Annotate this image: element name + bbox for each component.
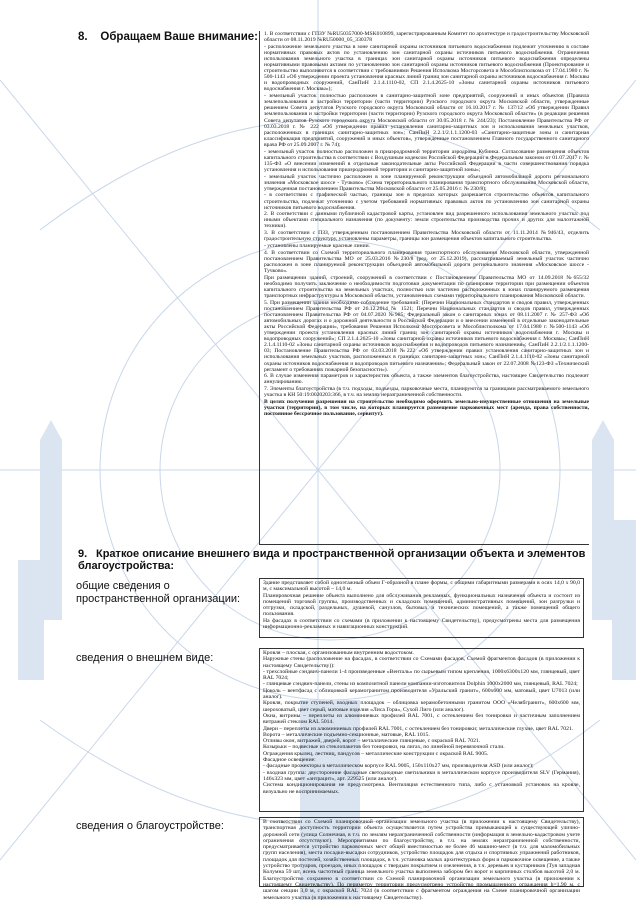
row-paragraph: Кровля, покрытие ступеней, входных площадок – облицовка керамобетонными гранитом ООО «Челябгранит», 600x600 мм, шероховатый, цвет серый, матовые изделия «Лиса Гора», Сухой Лиго (или аналог). — [263, 700, 580, 713]
note-paragraph: - земельный участок полностью расположен в санитарно-защитной зоне предприятий, сооружений и иных объектов (Правила землепользования и застройки территории (части территории) Рузского городского округа Московской области, утвержденные решением Совета депутатов Рузского городского округа Московской области от 16.10.2017 г. № 137/12 «Об утверждении Правил землепользования и застройки территории (части территории) Рузского городского округа Московской области» (в редакции решения Совета депутатов Рузского городского округа Московской области от 30.05.2018 г. № 244/23); Постановление Правительства РФ от 03.03.2018 г. № 222 «Об утверждении правил установления санитарно-защитных зон и использования земельных участков, расположенных в границах санитарно-защитных зон»; СанПиН 2.2.1/2.1.1.1200-03 «Санитарно-защитные зоны и санитарная классификация предприятий, сооружений и иных объектов», утвержденные постановлением Главного государственного санитарного врача РФ от 25.09.2007 г. № 74); — [264, 93, 589, 148]
section-9-number: 9. — [78, 548, 88, 560]
row-paragraph: Цоколь – вентфасад с облицовкой керамогранитом производителя «Уральский гранит», 600x600 мм, матовый, цвет U7013 (или аналог). — [263, 687, 580, 701]
note-paragraph: 6. В случае изменения параметров и характеристик объекта, а также элементов благоустройства, настоящее Свидетельство подлежит аннулированию. — [264, 373, 589, 386]
row-paragraph: Двери – переплеты из алюминиевых профилей RAL 7001, с остеклением без тонировки; металлические глухие, цвет RAL 7021. — [263, 725, 574, 732]
note-paragraph: 3. В соответствии с ПЗЗ, утвержденным постановлением Правительства Московской области от 11.11.2014 №946/43, отделить градостроительную структуру, установлены параметры, границы зон размещения объектов капитального строительства. — [264, 230, 589, 243]
note-paragraph: - расположение земельного участка в зоне санитарной охраны источников питьевого водоснабжения подлежит уточнению в составе нормативных правовых актов по установлению зон санитарной охраны источников питьевого водоснабжения. Ограничения использования земельного участка в границах зон санитарной охраны источников питьевого водоснабжения определены нормативными правовыми актами по установлению зон санитарной охраны источников питьевого водоснабжения (Проектирование и строительство выполняются в соответствии с требованиями Решения Исполкома Мосгорсовета и Мособлисполкома от 17.04.1980 г. № 500-1143 «Об утверждении проекта установления красных линий границ зон санитарной охраны источников водоснабжения г. Москвы и водопроводных сооружений, СанПиН 2.1.4.1110-02, СП 2.1.4.2625-10 «Зоны санитарной охраны источников питьевого водоснабжения г. Москвы»); — [264, 43, 589, 93]
row-box-landscaping — [259, 817, 584, 901]
section-9-title: Краткое описание внешнего вида и пространственной организации объекта и элементов благоустройства: — [78, 548, 586, 572]
row-paragraph: На фасадах в соответствии со схемами (в приложении к настоящему Свидетельству), предусмотрены места для размещения информационно-рекламных и навигационных конструкций. — [263, 617, 580, 631]
note-paragraph: - земельный участок полностью расположен в приаэродромной территории аэродрома Кубинка. Согласование размещения объектов капитального строительства в соответствии с Воздушным кодексом Российской Федерации и Федеральным законом от 01.07.2017 г. № 135-ФЗ «О внесении изменений в отдельные законодательные акты Российской Федерации в части совершенствования порядка установления и использования приаэродромной территории и санитарно-защитной зоны»; — [264, 148, 589, 173]
row-paragraph: Фасадное освещение: — [263, 757, 316, 764]
row-paragraph: Окна, витрины – переплеты из алюминиевых профилей RAL 7001, с остеклением без тонировки и частичным заполнением витражей стеклом RAL 5014. — [263, 712, 580, 726]
row-label-appearance: сведения о внешнем виде: — [76, 652, 214, 664]
note-paragraph: - земельный участок частично расположен в зоне планируемой реконструкции объездной автомобильной дороги регионального значения «Московское шоссе - Тучково» (Схема территориального планирования транспортного обслуживания Московской области, утвержденная постановлением Правительства Московской области от 25.05.2016 г. № 230/8); — [264, 173, 589, 192]
row-paragraph: - входная группа: двусторонние фасадные светодиодные светильники в металлическом корпусе производителя SLV (Германия), 146x323 мм, цвет «антрацит», арт. 229525 (или аналог). — [263, 769, 580, 782]
bold-note: В целях получения разрешения на строительство необходимо оформить земельно-имущественные отношения на земельные участки (территории), в том числе, на которых планируется размещение парковочных мест (аренда, права собственности, постоянное бессрочное пользование, сервитут). — [264, 398, 589, 418]
row-label-spatial: общие сведения о пространственной организации: — [76, 580, 241, 605]
row-paragraph: Ограждения крылец, лестниц, пандусов – металлические конструкции с окраской RAL 9005. — [263, 750, 489, 757]
row-paragraph: В соответствии со Схемой планировочной организации земельного участка (в приложении к настоящему Свидетельству), транспортная доступность территории объекта осуществляется путем устройства примыкающей к существующей улично-дорожной сети (улица Солнечная, в т.ч. по землям неразграниченной собственности (информация в земельно-кадастровом учете ограничения отсутствуют). Мероприятиями по благоустройству, в т.ч. на землях неразграниченной собственности, предусматривается устройство парковочных мест общей вместимостью не более 46 машино-мест (в т.ч. для маломобильных групп населения), места посадки-высадки сотрудников, устройство площадок для отдыха и спортивных упражнений работников, площадок для постелей, хозяйственных площадок, в т.ч. установка малых архитектурных форм и парковочное освещение, а также устройство тротуаров, проездов, иных площадок с твердым покрытием и озеленения, в т.ч. деревьев и кустарников (Туя западная Колумна 59 шт, ясень частотный граница земельного участка выполнена забором без ворот и кирпичных столбов высотой 2,0 м. Благоустройство сохранено в соответствии со Схемой планировочной организации земельного участка (в приложении к настоящему Свидетельству). По периметру территории предусмотрено устройство промышленного ограждения h=1,90 м, с шагом секции 3,0 м, с окраской RAL 7024 (в соответствии с фрагментом ограждения на Схеме планировочной организации земельного участка (в приложении к настоящему Свидетельству). — [263, 819, 580, 901]
note-paragraph: 1. В соответствии с ГПЗУ №RU50357000-MSK010899, зарегистрированным Комитет по архитектуре и градостроительству Московской области от 08.11.2019 №RU50000_05_330378 — [264, 31, 589, 44]
row-paragraph: - фасадные прожекторы в металлическом корпусе RAL 9005, 150x110x27 мм, производителя ASD (или аналог); — [263, 763, 534, 770]
row-paragraph: - глянцевые сэндвич-панели, стены из композитной панели компании-изготовителя Dolphin 1000x2000 мм, глянцевый, RAL 7024; — [263, 681, 578, 688]
row-paragraph: Планировочная решение объекта выполнено для обслуживания рекламных, функциональных назначения объекта и состоит из помещений торговой группы, производственных и складских помещений, административных помещений, зон разгрузки и отгрузки, складской, раздельных, душевой, санузлов, бытовых и технических помещений, а также помещений общего пользования. — [263, 592, 580, 618]
row-paragraph: Наружные стены (расположение на фасадах, в соответствии со Схемами фасадов, Схемой фрагментов фасадов (в приложении к настоящему Свидетельству)): — [263, 656, 580, 669]
section-8-notes — [259, 31, 589, 544]
section-8-title: Обращаем Ваше внимание: — [100, 31, 258, 43]
section-8-number: 8. — [78, 31, 88, 43]
section-9-heading — [78, 548, 588, 572]
row-paragraph: - трехслойные сэндвич-панели 1-4 произведенные «Венталь» по сырьевым типом крепления, 1000x6300x120 мм, глянцевый, цвет RAL 7024; — [263, 668, 580, 682]
row-paragraph: Здание представляет собой одноэтажный объем Г-образной в плане формы, с общими габаритными размерами в осях 14,0 x 90,0 м, с максимальной высотой – 14,0 м. — [263, 580, 580, 593]
row-paragraph: Кровля – плоская, с организованным внутренним водостоком. — [263, 650, 414, 656]
row-box-spatial — [259, 578, 584, 638]
note-paragraph: - в соответствии с графической частью, границы зон в пределах которых разрешается строительство объектов капитального строительства, подлежат уточнению с учетом требований нормативных правовых актов по установлению зон санитарной охраны источников питьевого водоснабжения. — [264, 192, 589, 211]
note-paragraph: - установлены планируемые красные линии. — [264, 242, 370, 249]
row-box-appearance — [259, 648, 584, 812]
row-paragraph: Козырьки – подвесные из стеклопакетов без тонировки, на лигах, по линейной перевязочной стали. — [263, 744, 505, 751]
row-paragraph: Система кондиционирования не предусмотрена. Вентиляция естественного типа, либо с установкой установок на кровле, визуально не воспринимаемых. — [263, 782, 580, 795]
note-paragraph: 2. В соответствии с данными публичной кадастровой карты, установлен вид разрешенного использования земельного участка: под иными объектами специального назначения (по документу: земли строительства производства прочих и других для малоэтажной техники). — [264, 211, 589, 230]
note-paragraph: 4. В соответствии со Схемой территориального планирования транспортного обслуживания Московской области, утвержденной постановлением Правительства МО от 25.03.2016 №230/8 (ред. от 25.12.2019), рассматриваемый земельный участок частично расположен в зоне планируемой реконструкции объездной автомобильной дороги регионального значения «Московское шоссе - Тучково». — [264, 249, 589, 274]
row-paragraph: Отливы окон, витражей, дверей, ворот – металлические глянцевые, с окраской RAL 7021. — [263, 738, 481, 745]
section-8-heading — [78, 31, 258, 43]
note-paragraph: 7. Элементы благоустройства (в т.ч. подходы, подъезды, парковочные места, планируются за границами рассматриваемого земельного участка в КН 50:19:0020203:366, в т.ч. на землях неразграниченной собственности. — [264, 386, 589, 399]
row-label-landscaping: сведения о благоустройстве: — [76, 820, 224, 832]
section-8-divider — [259, 544, 589, 545]
row-paragraph: Ворота – металлические подъемно-секционные, матовые, RAL 1015. — [263, 731, 430, 738]
note-paragraph: При размещении зданий, строений, сооружений в соответствии с Постановлением Правительства МО от 14.09.2018 №655/32 необходимо получить заключение о необходимости подготовки документации по планировке территории при размещении объектов капитального строительства на земельных участках, полностью или частично расположенных в зонах планируемого размещения транспортных инфраструктуры в Московской области, установленных схемами территориального планирования Московской области. — [264, 274, 589, 299]
note-paragraph: 5. При размещении здания необходимо соблюдение требований: (Перечни Национальных стандартов и сводов правил, утвержденных постановлением Правительства РФ от 26.12.2014 № 1521; Перечни Национальных стандартов и сводов правил, утвержденных постановлением Правительства РФ от 04.07.2020 №985; Федеральный закон о санитарных зонах от 08.11.2007 г. № 257-ФЗ «Об автомобильных дорогах и о дорожной деятельности в Российской Федерации и о внесении изменений в отдельные законодательные акты Российской Федерации», требования Решения Исполкома Мосгорсовета и Мособлисполкома от 17.04.1980 г. №500-1143 «Об утверждении проекта установления красных линий границ зон санитарной охраны источников водоснабжения г. Москвы и водопроводных сооружений»; СП 2.1.4.2625-10 «Зоны санитарной охраны источников питьевого водоснабжения г. Москвы»; СанПиН 2.1.4.1110-02 «Зоны санитарной охраны источников водоснабжения и водопроводов питьевого назначения»; СанПиН 2.2.1/2.1.1.1200-03; Постановление Правительства РФ от 03.03.2018 №222 «Об утверждении правил установления санитарно-защитных зон и использования земельных участков, расположенных в границах санитарно-защитных зон»; СанПиН 2.1.4.1110-02 «Зоны санитарной охраны источников водоснабжения и водопроводов питьевого назначения»; Федеральный закон от 22.07.2008 №123-ФЗ «Технический регламент о требованиях пожарной безопасности»). — [264, 299, 589, 373]
